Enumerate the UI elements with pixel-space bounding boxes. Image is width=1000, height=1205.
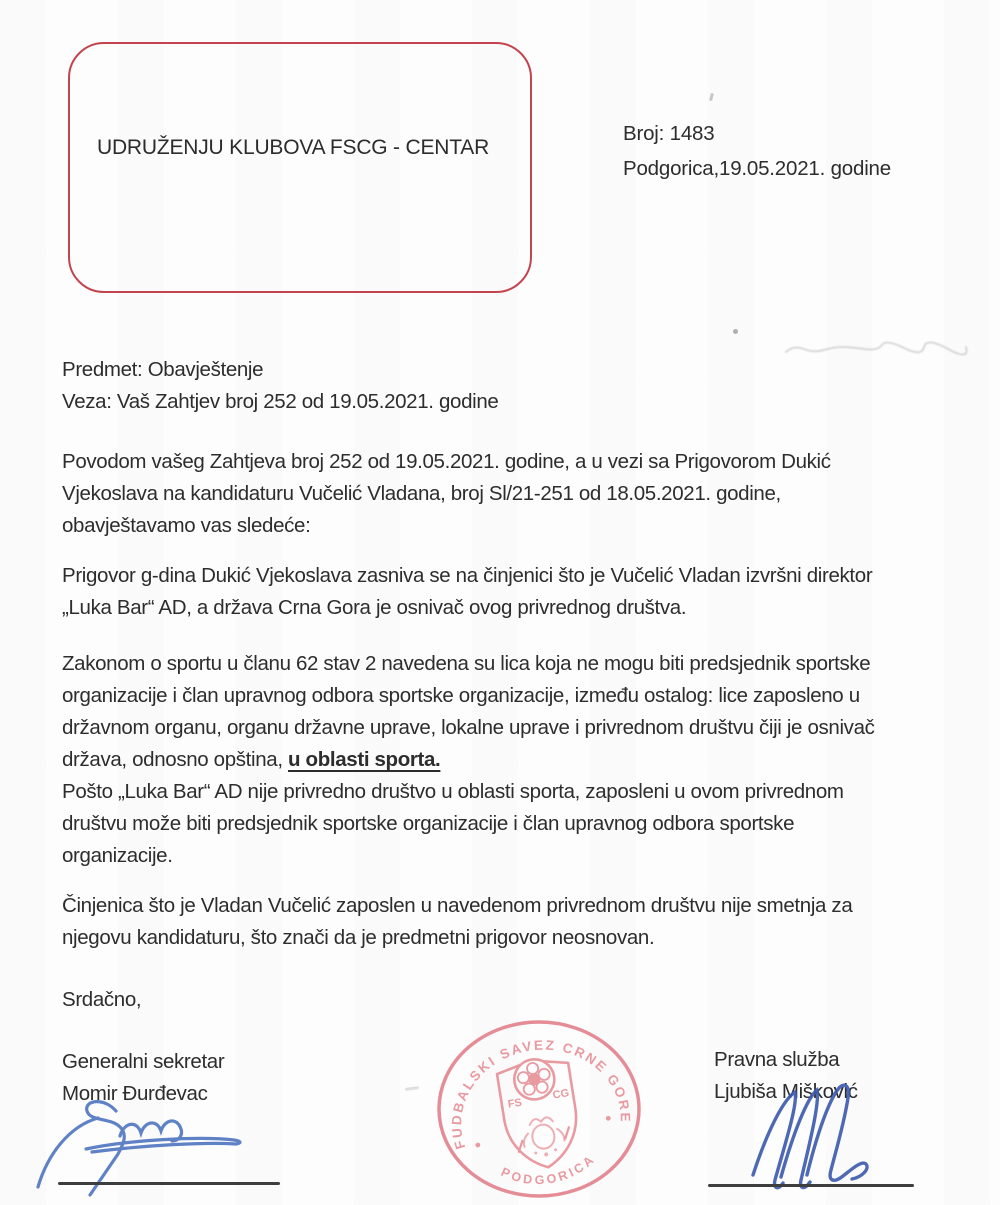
paragraph-intro bbox=[62, 446, 831, 542]
left-signature-handwriting bbox=[28, 1083, 278, 1198]
recipient-box bbox=[68, 42, 532, 293]
stamp-dot-left bbox=[475, 1142, 480, 1147]
stamp-shield-right-text: CG bbox=[551, 1087, 571, 1102]
body-line bbox=[62, 744, 875, 776]
closing-text: Srdačno, bbox=[62, 988, 142, 1011]
body-line: organizacije. bbox=[62, 844, 173, 867]
right-signature-handwriting bbox=[715, 1072, 945, 1197]
letter-number: Broj: 1483 bbox=[623, 122, 715, 145]
letter-meta bbox=[623, 116, 891, 186]
scan-noise-dash bbox=[405, 1086, 419, 1091]
body-line: državnom organu, organu državne uprave, lokalne uprave i privrednom društvu čiji je osnivač bbox=[62, 716, 875, 739]
stamp-eagle-emblem bbox=[520, 1115, 566, 1159]
recipient-name: UDRUŽENJU KLUBOVA FSCG - CENTAR bbox=[97, 136, 490, 159]
signature-line-right bbox=[708, 1184, 914, 1187]
signer-right-role: Pravna služba bbox=[714, 1048, 840, 1071]
emphasized-phrase: u oblasti sporta. bbox=[288, 748, 441, 771]
body-line: njegovu kandidaturu, što znači da je predmetni prigovor neosnovan. bbox=[62, 926, 655, 949]
scan-noise-smudge bbox=[782, 336, 982, 362]
signer-left-name: Momir Đurđevac bbox=[62, 1082, 208, 1105]
body-line: obavještavamo vas sledeće: bbox=[62, 514, 311, 537]
stamp-bottom-text: PODGORICA bbox=[498, 1151, 599, 1188]
fscg-round-stamp bbox=[433, 1016, 645, 1202]
subject-line: Predmet: Obavještenje bbox=[62, 358, 264, 381]
body-line: organizacije i član upravnog odbora sportske organizacije, između ostalog: lice zaposleno u bbox=[62, 684, 860, 707]
body-line: Zakonom o sportu u članu 62 stav 2 navedena su lica koja ne mogu biti predsjednik sportske bbox=[62, 652, 871, 675]
scan-noise-dot bbox=[733, 329, 738, 334]
body-line-prefix: država, odnosno opština, bbox=[62, 748, 289, 771]
scan-noise-tick bbox=[709, 93, 714, 101]
stamp-dot-right bbox=[606, 1116, 611, 1121]
letter-place-date: Podgorica,19.05.2021. godine bbox=[623, 157, 891, 180]
paragraph-conclusion bbox=[62, 890, 852, 954]
body-line: društvu može biti predsjednik sportske organizacije i član upravnog odbora sportske bbox=[62, 812, 795, 835]
stamp-top-text: FUDBALSKI SAVEZ CRNE GORE bbox=[448, 1037, 633, 1151]
reference-line: Veza: Vaš Zahtjev broj 252 od 19.05.2021. godine bbox=[62, 390, 499, 413]
body-line: Vjekoslava na kandidaturu Vučelić Vladana, broj Sl/21-251 od 18.05.2021. godine, bbox=[62, 482, 781, 505]
body-line: Prigovor g-dina Dukić Vjekoslava zasniva se na činjenici što je Vučelić Vladan izvršni direktor bbox=[62, 564, 873, 587]
body-line: Povodom vašeg Zahtjeva broj 252 od 19.05.2021. godine, a u vezi sa Prigovorom Dukić bbox=[62, 450, 831, 473]
subject-block bbox=[62, 354, 498, 418]
signer-left-role: Generalni sekretar bbox=[62, 1050, 225, 1073]
signer-right-name: Ljubiša Mišković bbox=[714, 1080, 858, 1103]
body-line: Pošto „Luka Bar“ AD nije privredno društvo u oblasti sporta, zaposleni u ovom privrednom bbox=[62, 780, 844, 803]
paragraph-law-citation bbox=[62, 648, 875, 872]
body-line: „Luka Bar“ AD, a država Crna Gora je osnivač ovog privrednog društva. bbox=[62, 596, 687, 619]
closing-salutation bbox=[62, 984, 141, 1016]
body-line: Činjenica što je Vladan Vučelić zaposlen u navedenom privrednom društvu nije smetnja za bbox=[62, 894, 853, 917]
paragraph-complaint-basis bbox=[62, 560, 872, 624]
stamp-shield-left-text: FS bbox=[506, 1096, 523, 1111]
signature-line-left bbox=[58, 1182, 280, 1185]
